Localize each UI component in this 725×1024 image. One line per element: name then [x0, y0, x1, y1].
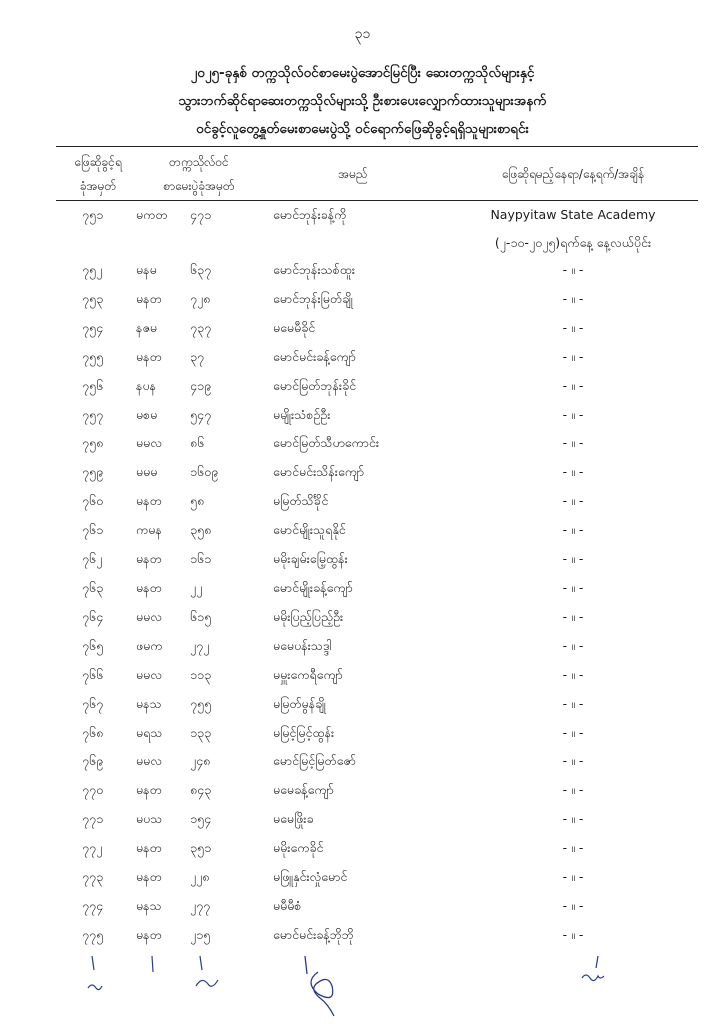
table-row	[0, 578, 725, 607]
table-row	[0, 205, 725, 260]
candidate-name: မမိုးပြည့်ပြည့်ဦး	[273, 608, 344, 624]
seat-number: ၇၅၁	[82, 207, 104, 222]
seat-number: ၇၇၀	[82, 782, 104, 798]
header-venue-date-time: ဖြေဆိုရမည့်နေရာ/နေ့ရက်/အချိန်	[501, 167, 645, 181]
candidate-name: မမြင့်မြင့်ထွန်း	[273, 724, 335, 740]
candidate-name: မဖြူနှင်းလှုံမောင်	[273, 869, 348, 885]
center-code: ဖမက	[136, 637, 163, 653]
center-code: မနတ	[136, 840, 162, 856]
exam-roll-number: ၂၂၈	[190, 869, 210, 885]
center-code: မကတ	[136, 207, 168, 222]
signature-mark-3	[196, 956, 218, 986]
exam-roll-number: ၅၄၇	[190, 406, 212, 422]
table-row	[0, 260, 725, 289]
center-code: နပန	[136, 377, 157, 393]
venue: - ။ -	[562, 522, 584, 538]
candidate-name: မောင်မြတ်ဘုန်းခိုင်	[273, 377, 357, 393]
table-row	[0, 809, 725, 838]
venue: - ။ -	[562, 290, 584, 306]
center-code: မမမ	[136, 464, 158, 480]
candidate-name: မောင်မျိုးခန့်ကျော်	[273, 579, 353, 595]
table-row	[0, 376, 725, 405]
document-title-line-2: သွားဘက်ဆိုင်ရာဆေးတက္ကသိုလ်များသို့ ဦးစားပေးလျှောက်ထားသူများအနက်	[178, 93, 547, 109]
table-row	[0, 607, 725, 636]
candidate-name: မောင်မင်းသိန်းကျော်	[273, 464, 365, 480]
exam-roll-number: ၃၅၈	[190, 522, 212, 538]
venue: - ။ -	[562, 262, 584, 277]
center-code: မမလ	[136, 435, 163, 451]
exam-roll-number: ၆၃၇	[190, 262, 212, 277]
candidate-name: မောင်မြင့်မြတ်ဇော်	[273, 753, 356, 769]
table-row	[0, 694, 725, 723]
center-code: မနတ	[136, 290, 162, 306]
candidate-name: မောင်မင်းခန့်ကျော်	[273, 348, 356, 364]
candidate-name: မမီမီစံ	[273, 897, 302, 913]
seat-number: ၇၇၅	[82, 926, 104, 942]
header-exam-roll	[140, 150, 258, 198]
venue: - ။ -	[562, 666, 584, 682]
signature-mark-2	[152, 956, 153, 972]
venue: - ။ -	[562, 493, 584, 509]
center-code: မနမ	[136, 262, 157, 277]
seat-number: ၇၆၁	[82, 522, 104, 538]
exam-roll-number: ၃၇	[190, 348, 205, 364]
table-row	[0, 491, 725, 520]
signature-mark-4	[305, 956, 334, 1016]
table-header-rule	[56, 200, 698, 201]
venue: - ။ -	[562, 406, 584, 422]
seat-number: ၇၅၄	[82, 319, 104, 335]
center-code: မပသ	[136, 811, 163, 827]
table-row	[0, 780, 725, 809]
venue: - ။ -	[562, 753, 584, 769]
table-row	[0, 289, 725, 318]
seat-number: ၇၇၄	[82, 897, 104, 913]
exam-roll-number: ၆၁၅	[190, 608, 212, 624]
table-row	[0, 318, 725, 347]
center-code: မနတ	[136, 493, 162, 509]
table-row	[0, 636, 725, 665]
center-code: ကမန	[136, 522, 162, 538]
candidate-name: မမျိုးသံစဉ်ဦး	[273, 406, 331, 422]
table-row	[0, 838, 725, 867]
venue: - ။ -	[562, 464, 584, 480]
exam-roll-number: ၅၈	[190, 493, 205, 509]
center-code: မမလ	[136, 608, 163, 624]
seat-number: ၇၅၈	[82, 435, 104, 451]
center-code: မနတ	[136, 551, 162, 567]
candidate-name: မောင်မင်းခန့်ဘိုဘို	[273, 926, 354, 942]
candidate-name: မမြတ်မွန်ချို	[273, 695, 326, 711]
exam-roll-number: ၃၅၁	[190, 840, 212, 856]
venue: - ။ -	[562, 811, 584, 827]
venue: - ။ -	[562, 377, 584, 393]
center-code: မမလ	[136, 753, 163, 769]
header-seat-number-line-1: ဖြေဆိုခွင့်ရ	[74, 155, 122, 169]
exam-roll-number: ၂၇၇	[190, 897, 211, 913]
seat-number: ၇၆၂	[82, 551, 103, 567]
header-seat-number-line-2: ခုံအမှတ်	[79, 179, 117, 193]
seat-number: ၇၆၅	[82, 637, 104, 653]
center-code: မနတ	[136, 348, 162, 364]
venue: - ။ -	[562, 608, 584, 624]
venue: - ။ -	[562, 348, 584, 364]
document-title-line-3: ဝင်ခွင့်လူတွေ့နှုတ်မေးစာမေးပွဲသို့ ဝင်ရောက်ဖြေဆိုခွင့်ရရှိသူများစာရင်း	[196, 121, 529, 137]
candidate-name: မမေပန်းသဒ္ဒါ	[273, 637, 332, 653]
header-exam-roll-line-2: စာမေးပွဲခုံအမှတ်	[163, 179, 235, 193]
exam-roll-number: ၇၃၇	[190, 319, 212, 335]
venue: - ။ -	[562, 869, 584, 885]
seat-number: ၇၇၁	[82, 811, 104, 827]
venue: - ။ -	[562, 435, 584, 451]
center-code: နဇမ	[136, 319, 158, 335]
candidate-name: မောင်ဘုန်းသစ်ထူး	[273, 262, 356, 277]
table-top-rule	[56, 146, 698, 147]
candidate-name: မမိုးချမ်းမြေ့ထွန်း	[273, 551, 348, 567]
candidate-name: မမှူးကေရီကျော်	[273, 666, 343, 682]
table-row	[0, 896, 725, 925]
seat-number: ၇၇၂	[82, 840, 103, 856]
seat-number: ၇၅၂	[82, 262, 103, 277]
exam-roll-number: ၁၅၄	[190, 811, 212, 827]
exam-roll-number: ၇၂၈	[190, 290, 211, 306]
center-code: မရသ	[136, 724, 163, 740]
seat-number: ၇၆၆	[82, 666, 104, 682]
venue: Naypyitaw State Academy	[490, 207, 656, 222]
candidate-name: မမြတ်သိင်္ခိုင်	[273, 493, 329, 509]
header-exam-roll-line-1: တက္ကသိုလ်ဝင်	[169, 155, 229, 169]
center-code: မမလ	[136, 666, 163, 682]
table-row	[0, 347, 725, 376]
exam-roll-number: ၂၂	[190, 579, 203, 595]
exam-roll-number: ၂၁၅	[190, 926, 211, 942]
candidate-name: မောင်ဘုန်းခန့်ကို	[273, 207, 347, 222]
exam-roll-number: ၄၇၁	[190, 207, 212, 222]
table-row	[0, 867, 725, 896]
seat-number: ၇၅၇	[82, 406, 104, 422]
table-row	[0, 433, 725, 462]
center-code: မစမ	[136, 406, 158, 422]
candidate-name: မောင်မြတ်သီဟကောင်း	[273, 435, 379, 451]
exam-roll-number: ၈၄၃	[190, 782, 212, 798]
seat-number: ၇၅၉	[82, 464, 104, 480]
seat-number: ၇၅၆	[82, 377, 104, 393]
candidate-name: မောင်မျိုးသူရနိုင်	[273, 522, 346, 538]
schedule: (၂-၁၀-၂၀၂၅)ရက်နေ့ နေ့လယ်ပိုင်း	[494, 235, 652, 250]
exam-roll-number: ၄၁၉	[190, 377, 212, 393]
table-row	[0, 462, 725, 491]
candidate-name: မမေမီခိုင်	[273, 319, 316, 335]
venue: - ။ -	[562, 724, 584, 740]
seat-number: ၇၆၇	[82, 695, 104, 711]
signature-mark-1	[88, 956, 102, 990]
table-row	[0, 405, 725, 434]
center-code: မနသ	[136, 897, 162, 913]
seat-number: ၇၆၈	[82, 724, 104, 740]
venue: - ။ -	[562, 840, 584, 856]
header-name: အမည်	[338, 167, 368, 181]
exam-roll-number: ၁၆၀၉	[190, 464, 219, 480]
center-code: မနတ	[136, 926, 162, 942]
seat-number: ၇၆၃	[82, 579, 104, 595]
table-row	[0, 520, 725, 549]
center-code: မနတ	[136, 869, 162, 885]
page-number: ၃၁	[354, 26, 371, 42]
header-seat-number	[56, 150, 140, 198]
exam-roll-number: ၂၄၈	[190, 753, 211, 769]
venue: - ။ -	[562, 551, 584, 567]
table-row	[0, 723, 725, 752]
seat-number: ၇၅၃	[82, 290, 104, 306]
seat-number: ၇၇၃	[82, 869, 104, 885]
exam-roll-number: ၇၅၅	[190, 695, 212, 711]
table-row	[0, 665, 725, 694]
exam-roll-number: ၁၃၃	[190, 724, 212, 740]
exam-roll-number: ၁၁၃	[190, 666, 212, 682]
seat-number: ၇၆၉	[82, 753, 104, 769]
center-code: မနသ	[136, 695, 162, 711]
table-row	[0, 751, 725, 780]
candidate-table-body	[0, 205, 725, 954]
exam-roll-number: ၂၇၂	[190, 637, 210, 653]
exam-roll-number: ၈၆	[190, 435, 205, 451]
venue: - ။ -	[562, 579, 584, 595]
seat-number: ၇၆၄	[82, 608, 104, 624]
signature-mark-5	[582, 956, 604, 981]
center-code: မနတ	[136, 782, 162, 798]
center-code: မနတ	[136, 579, 162, 595]
candidate-name: မမေဖြိုးခ	[273, 811, 314, 827]
candidate-name: မောင်ဘုန်းမြတ်ချို	[273, 290, 353, 306]
table-row	[0, 549, 725, 578]
venue: - ။ -	[562, 782, 584, 798]
venue: - ။ -	[562, 695, 584, 711]
candidate-name: မမိုးကေခိုင်	[273, 840, 324, 856]
venue: - ။ -	[562, 319, 584, 335]
signature-row	[0, 950, 725, 1020]
venue: - ။ -	[562, 897, 584, 913]
venue: - ။ -	[562, 926, 584, 942]
document-title-line-1: ၂၀၂၅-ခုနှစ် တက္ကသိုလ်ဝင်စာမေးပွဲအောင်မြင်ပြီး ဆေးတက္ကသိုလ်များနှင့်	[190, 65, 535, 81]
candidate-name: မမေခန့်ကျော်	[273, 782, 334, 798]
venue: - ။ -	[562, 637, 584, 653]
seat-number: ၇၅၅	[82, 348, 104, 364]
seat-number: ၇၆၀	[82, 493, 104, 509]
exam-roll-number: ၁၆၁	[190, 551, 212, 567]
